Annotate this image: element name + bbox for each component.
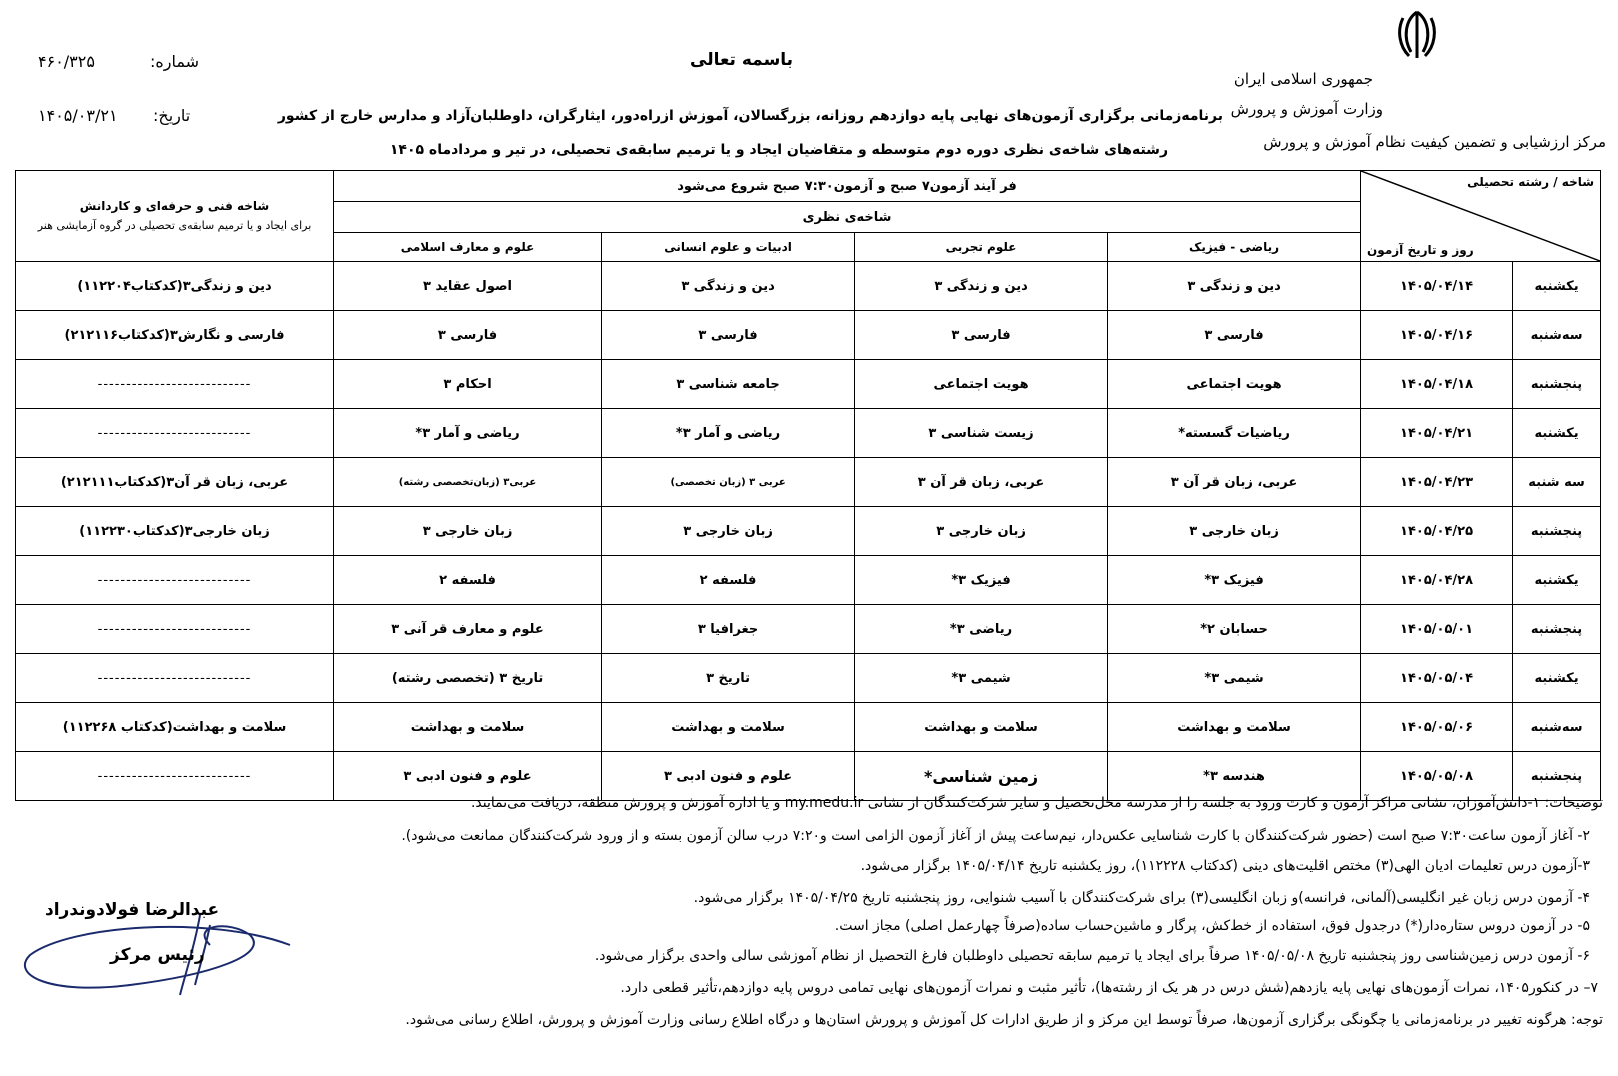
date-cell: ۱۴۰۵/۰۴/۱۶ — [1361, 311, 1513, 360]
experimental-cell: هویت اجتماعی — [855, 360, 1108, 409]
humanities-cell: دین و زندگی ۳ — [602, 262, 855, 311]
tech-cell: --------------------------- — [16, 556, 334, 605]
date-cell: ۱۴۰۵/۰۴/۱۴ — [1361, 262, 1513, 311]
process-header: فر آیند آزمون۷ صبح و آزمون۷:۳۰ صبح شروع می‌شود — [334, 171, 1361, 202]
date-cell: ۱۴۰۵/۰۵/۰۶ — [1361, 703, 1513, 752]
tech-branch-desc: برای ایجاد و یا ترمیم سابقه‌ی تحصیلی در گروه آزمایشی هنر — [37, 219, 312, 232]
islamic-cell: زبان خارجی ۳ — [334, 507, 602, 556]
humanities-cell: تاریخ ۳ — [602, 654, 855, 703]
schedule-table — [15, 170, 1601, 801]
org-country: جمهوری اسلامی ایران — [1233, 70, 1373, 88]
tech-cell: --------------------------- — [16, 605, 334, 654]
org-center: مرکز ارزشیابی و تضمین کیفیت نظام آموزش و پرورش — [1263, 133, 1606, 151]
math-physics-cell: هویت اجتماعی — [1108, 360, 1361, 409]
tech-cell: --------------------------- — [16, 360, 334, 409]
number-label: شماره: — [150, 52, 200, 71]
date-cell: ۱۴۰۵/۰۵/۰۴ — [1361, 654, 1513, 703]
day-cell: پنجشنبه — [1513, 360, 1601, 409]
table-row — [16, 703, 1601, 752]
tech-cell: زبان خارجی۳(کدکتاب۱۱۲۲۳۰) — [16, 507, 334, 556]
day-cell: یکشنبه — [1513, 556, 1601, 605]
signatory-title: رئیس مرکز — [110, 945, 205, 965]
subtitle-line2: رشته‌های شاخه‌ی نظری دوره دوم متوسطه و متقاضیان ایجاد و یا ترمیم سابقه‌ی تحصیلی، در تیر و مردادماه ۱۴۰۵ — [389, 142, 1168, 158]
humanities-cell: جغرافیا ۳ — [602, 605, 855, 654]
tech-cell: فارسی و نگارش۳(کدکتاب۲۱۲۱۱۶) — [16, 311, 334, 360]
islamic-cell: فارسی ۳ — [334, 311, 602, 360]
date-cell: ۱۴۰۵/۰۵/۰۸ — [1361, 752, 1513, 801]
math-physics-cell: فارسی ۳ — [1108, 311, 1361, 360]
tech-cell: --------------------------- — [16, 654, 334, 703]
tech-branch-title: شاخه فنی و حرفه‌ای و کاردانش — [79, 199, 270, 213]
note-attention: توجه: هرگونه تغییر در برنامه‌زمانی یا چگونگی برگزاری آزمون‌ها، صرفاً توسط این مرکز و از طریق ادارات کل آموزش و پرورش استان‌ها و درگاه اطلاع رسانی وزارت آموزش و پرورش، اطلاع رسانی می‌شود. — [405, 1012, 1603, 1028]
math-physics-cell: هندسه ۳* — [1108, 752, 1361, 801]
humanities-cell: زبان خارجی ۳ — [602, 507, 855, 556]
math-physics-cell: فیزیک ۳* — [1108, 556, 1361, 605]
humanities-cell: عربی ۳ (زبان تخصصی) — [602, 458, 855, 507]
experimental-cell: فارسی ۳ — [855, 311, 1108, 360]
islamic-cell: ریاضی و آمار ۳* — [334, 409, 602, 458]
islamic-cell: احکام ۳ — [334, 360, 602, 409]
note-2: ۲- آغاز آزمون ساعت۷:۳۰ صبح است (حضور شرکت‌کنندگان با کارت شناسایی عکس‌دار، نیم‌ساعت پیش از آغاز آزمون الزامی است و۷:۲۰ درب سالن آزمون بسته و از ورود شرکت‌کنندگان ممانعت می‌شود). — [401, 828, 1590, 844]
islamic-cell: سلامت و بهداشت — [334, 703, 602, 752]
note-6: ۶- آزمون درس زمین‌شناسی روز پنجشنبه تاریخ ۱۴۰۵/۰۵/۰۸ صرفاً برای ایجاد یا ترمیم سابقه تحصیلی داوطلبان فارغ التحصیل از نظام آموزشی سالی واحدی برگزار می‌شود. — [594, 948, 1590, 964]
page-title: باسمه تعالی — [690, 50, 794, 70]
humanities-cell: علوم و فنون ادبی ۳ — [602, 752, 855, 801]
humanities-cell: فارسی ۳ — [602, 311, 855, 360]
date-cell: ۱۴۰۵/۰۴/۲۳ — [1361, 458, 1513, 507]
table-row — [16, 654, 1601, 703]
day-cell: سه‌شنبه — [1513, 311, 1601, 360]
tech-cell: دین و زندگی۳(کدکتاب۱۱۲۲۰۴) — [16, 262, 334, 311]
table-row — [16, 458, 1601, 507]
date-value: ۱۴۰۵/۰۳/۲۱ — [38, 106, 118, 125]
table-row — [16, 752, 1601, 801]
date-cell: ۱۴۰۵/۰۴/۲۵ — [1361, 507, 1513, 556]
islamic-cell: اصول عقاید ۳ — [334, 262, 602, 311]
islamic-cell: عربی۳ (زبان‌تخصصی رشته) — [334, 458, 602, 507]
islamic-cell: فلسفه ۲ — [334, 556, 602, 605]
column-header: علوم و معارف اسلامی — [334, 233, 602, 262]
tech-cell: عربی، زبان قر آن۳(کدکتاب۲۱۲۱۱۱) — [16, 458, 334, 507]
day-cell: پنجشنبه — [1513, 752, 1601, 801]
column-header: علوم تجربی — [855, 233, 1108, 262]
math-physics-cell: حسابان ۲* — [1108, 605, 1361, 654]
signatory-name: عبدالرضا فولادوندراد — [45, 900, 220, 920]
table-row — [16, 311, 1601, 360]
humanities-cell: جامعه شناسی ۳ — [602, 360, 855, 409]
day-cell: پنجشنبه — [1513, 605, 1601, 654]
table-row — [16, 556, 1601, 605]
corner-header-cell — [1361, 171, 1601, 262]
experimental-cell: دین و زندگی ۳ — [855, 262, 1108, 311]
day-cell: یکشنبه — [1513, 409, 1601, 458]
tech-branch-header — [16, 171, 334, 262]
humanities-cell: سلامت و بهداشت — [602, 703, 855, 752]
day-cell: یکشنبه — [1513, 262, 1601, 311]
date-cell: ۱۴۰۵/۰۴/۲۸ — [1361, 556, 1513, 605]
math-physics-cell: عربی، زبان قر آن ۳ — [1108, 458, 1361, 507]
math-physics-cell: دین و زندگی ۳ — [1108, 262, 1361, 311]
experimental-cell: شیمی ۳* — [855, 654, 1108, 703]
day-cell: سه‌شنبه — [1513, 703, 1601, 752]
islamic-cell: علوم و فنون ادبی ۳ — [334, 752, 602, 801]
experimental-cell: زیست شناسی ۳ — [855, 409, 1108, 458]
islamic-cell: علوم و معارف قر آنی ۳ — [334, 605, 602, 654]
table-row — [16, 262, 1601, 311]
table-row — [16, 605, 1601, 654]
note-4: ۴- آزمون درس زبان غیر انگلیسی(آلمانی، فرانسه)و زبان انگلیسی(۳) برای شرکت‌کنندگان با آسیب شنوایی، روز پنجشنبه تاریخ ۱۴۰۵/۰۴/۲۵ برگزار می‌شود. — [693, 890, 1590, 906]
org-ministry: وزارت آموزش و پرورش — [1230, 100, 1383, 118]
note-3: ۳-آزمون درس تعلیمات ادیان الهی(۳) مختص اقلیت‌های دینی (کدکتاب ۱۱۲۲۲۸)، روز یکشنبه تاریخ ۱۴۰۵/۰۴/۱۴ برگزار می‌شود. — [860, 858, 1590, 874]
table-row — [16, 507, 1601, 556]
column-header: ریاضی - فیزیک — [1108, 233, 1361, 262]
iran-emblem-icon — [1395, 8, 1439, 60]
tech-cell: سلامت و بهداشت(کدکتاب ۱۱۲۲۶۸) — [16, 703, 334, 752]
day-cell: پنجشنبه — [1513, 507, 1601, 556]
islamic-cell: تاریخ ۳ (تخصصی رشته) — [334, 654, 602, 703]
date-label: تاریخ: — [153, 106, 191, 125]
date-cell: ۱۴۰۵/۰۴/۲۱ — [1361, 409, 1513, 458]
tech-cell: --------------------------- — [16, 409, 334, 458]
date-cell: ۱۴۰۵/۰۵/۰۱ — [1361, 605, 1513, 654]
subtitle-line1: برنامه‌زمانی برگزاری آزمون‌های نهایی پایه دوازدهم روزانه، بزرگسالان، آموزش ازراه‌دور، ایثارگران، داوطلبان‌آزاد و مدارس خارج از کشور — [277, 108, 1223, 124]
math-physics-cell: سلامت و بهداشت — [1108, 703, 1361, 752]
experimental-cell: زمین شناسی* — [855, 752, 1108, 801]
note-5: ۵- در آزمون دروس ستاره‌دار(*) درجدول فوق، استفاده از خط‌کش، پرگار و ماشین‌حساب ساده(صرفاً چهارعمل اصلی) مجاز است. — [834, 918, 1590, 934]
corner-date-label: روز و تاریخ آزمون — [1367, 243, 1474, 257]
tech-cell: --------------------------- — [16, 752, 334, 801]
table-row — [16, 360, 1601, 409]
table-row — [16, 409, 1601, 458]
humanities-cell: ریاضی و آمار ۳* — [602, 409, 855, 458]
note-7: ۷– در کنکور۱۴۰۵، نمرات آزمون‌های نهایی پایه یازدهم(شش درس در هر یک از رشته‌ها)، تأثیر مثبت و نمرات آزمون‌های نهایی تمامی دروس پایه دوازدهم،تأثیر قطعی دارد. — [620, 980, 1598, 996]
day-cell: یکشنبه — [1513, 654, 1601, 703]
branch-header: شاخه‌ی نظری — [334, 202, 1361, 233]
experimental-cell: ریاضی ۳* — [855, 605, 1108, 654]
experimental-cell: فیزیک ۳* — [855, 556, 1108, 605]
math-physics-cell: زبان خارجی ۳ — [1108, 507, 1361, 556]
math-physics-cell: شیمی ۳* — [1108, 654, 1361, 703]
day-cell: سه شنبه — [1513, 458, 1601, 507]
note-1: توضیحات: ۱-دانش‌آموزان، نشانی مراکز آزمون و کارت ورود به جلسه را از مدرسه محل‌تحصیل و سایر شرکت‌کنندگان از نشانی my.medu.ir و یا اداره آموزش و پرورش منطقه، دریافت می‌نمایند. — [470, 795, 1603, 811]
corner-branch-label: شاخه / رشته تحصیلی — [1467, 175, 1595, 189]
humanities-cell: فلسفه ۲ — [602, 556, 855, 605]
experimental-cell: عربی، زبان قر آن ۳ — [855, 458, 1108, 507]
date-cell: ۱۴۰۵/۰۴/۱۸ — [1361, 360, 1513, 409]
column-header: ادبیات و علوم انسانی — [602, 233, 855, 262]
math-physics-cell: ریاضیات گسسته* — [1108, 409, 1361, 458]
experimental-cell: سلامت و بهداشت — [855, 703, 1108, 752]
number-value: ۴۶۰/۳۲۵ — [38, 52, 95, 71]
experimental-cell: زبان خارجی ۳ — [855, 507, 1108, 556]
